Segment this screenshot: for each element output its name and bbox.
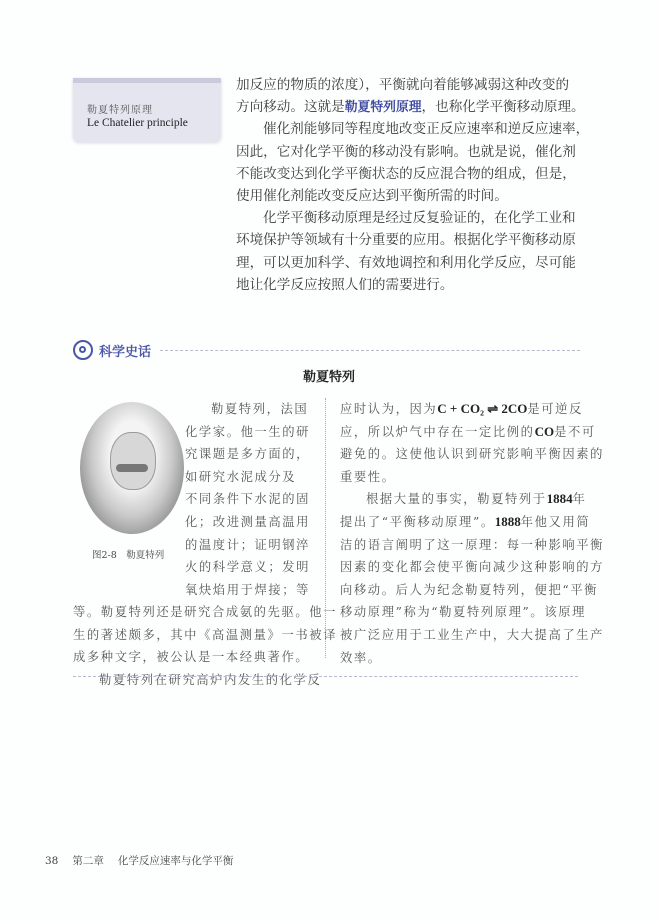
- section-header: [73, 340, 151, 360]
- text-line: 等。勒夏特列还是研究合成氨的先驱。他一: [73, 605, 338, 619]
- text-line: 加反应的物质的浓度），平衡就向着能够减弱这种改变的: [236, 77, 570, 93]
- text-span: 方向移动。这就是: [236, 99, 345, 116]
- text-line: 环境保护等领域有十分重要的应用。根据化学平衡移动原: [236, 232, 576, 249]
- column-divider: [325, 398, 326, 658]
- text-line: [236, 96, 585, 118]
- text-line: 氧炔焰用于焊接；等: [185, 582, 311, 597]
- text-span: 提出了“平衡移动原理”。: [340, 514, 495, 529]
- text-line: 化；改进测量高温用: [185, 514, 311, 529]
- text-span: 年他又用简: [520, 514, 591, 529]
- portrait-mustache: [116, 464, 148, 472]
- text-line: 使用催化剂能改变反应达到平衡所需的时间。: [236, 187, 508, 204]
- text-line: 化学平衡移动原理是经过反复验证的，在化学工业和: [263, 210, 576, 227]
- text-span: 应，所以炉气中存在一定比例的: [340, 424, 535, 439]
- text-line: 避免的。这使他认识到研究影响平衡因素的: [340, 447, 605, 462]
- term-chinese: 勒夏特列原理: [87, 105, 153, 116]
- text-span: 应时认为，因为: [340, 402, 438, 416]
- text-line: 究课题是多方面的，: [185, 447, 311, 462]
- text-line: 移动原理”称为“勒夏特列原理”。该原理: [340, 605, 587, 620]
- page-footer: [45, 853, 247, 868]
- highlight-term: 勒夏特列原理: [344, 100, 422, 116]
- text-span: 是不可: [554, 424, 596, 439]
- formula-co: CO: [534, 423, 555, 439]
- portrait-image: [80, 402, 184, 534]
- right-column: [340, 398, 604, 669]
- page-number: 38: [45, 855, 59, 867]
- text-line: 勒夏特列在研究高炉内发生的化学反: [99, 672, 322, 687]
- text-line: 生的著述颇多，其中《高温测量》一书被译: [73, 627, 338, 642]
- text-span: 是可逆反: [527, 402, 583, 416]
- text-line: 向移动。后人为纪念勒夏特列，便把“平衡: [340, 582, 599, 597]
- text-line: [340, 511, 604, 534]
- term-english: Le Chatelier principle: [87, 117, 188, 129]
- year: 1884: [546, 491, 573, 507]
- text-line: 因素的变化都会使平衡向减少这种影响的方: [340, 560, 605, 575]
- text-line: 洁的语言阐明了这一原理：每一种影响平衡: [340, 537, 605, 552]
- text-line: 因此，它对化学平衡的移动没有影响。也就是说，催化剂: [236, 143, 576, 160]
- section-label: 科学史话: [99, 344, 152, 360]
- text-line: 不能改变达到化学平衡状态的反应混合物的组成，但是，: [236, 165, 576, 182]
- figure-caption: 图2-8 勒夏特列: [92, 550, 165, 561]
- text-line: [340, 398, 604, 421]
- year: 1888: [494, 513, 521, 529]
- text-line: 地让化学反应按照人们的需要进行。: [236, 276, 454, 293]
- chapter-number: 第二章: [72, 855, 104, 867]
- text-line: 的温度计；证明钢淬: [185, 537, 311, 552]
- text-line: 催化剂能够同等程度地改变正反应速率和逆反应速率，: [263, 121, 590, 138]
- text-span: 根据大量的事实，勒夏特列于: [366, 492, 547, 507]
- text-line: 理，可以更加科学、有效地调控和利用化学反应，尽可能: [236, 254, 576, 271]
- chemical-equation: C + CO₂ ⇌ 2CO: [437, 401, 528, 416]
- text-line: 被广泛应用于工业生产中，大大提高了生产: [340, 627, 605, 642]
- text-line: 化学家。他一生的研: [185, 424, 311, 439]
- section-title: 勒夏特列: [302, 370, 355, 385]
- text-line: 火的科学意义；发明: [185, 560, 311, 575]
- text-line: 成多种文字，被公认是一本经典著作。: [73, 650, 310, 665]
- text-span: 年: [572, 492, 587, 507]
- section-bottom-divider: [73, 676, 578, 677]
- main-text: [236, 74, 590, 296]
- term-sidebar-box: [73, 78, 221, 142]
- text-line: 如研究水泥成分及: [185, 469, 297, 484]
- text-line: [340, 488, 604, 511]
- text-line: 不同条件下水泥的固: [185, 492, 311, 507]
- text-line: 效率。: [340, 650, 382, 665]
- magnifier-icon: [73, 340, 93, 360]
- text-line: [340, 421, 604, 444]
- text-span: ，也称化学平衡移动原理。: [421, 99, 585, 116]
- left-column-full: [73, 601, 337, 691]
- section-divider: [160, 350, 580, 351]
- text-line: 勒夏特列，法国: [211, 402, 309, 416]
- left-column-wrap: [185, 398, 310, 601]
- text-line: 重要性。: [340, 469, 396, 484]
- portrait-face: [110, 432, 156, 490]
- chapter-title: 化学反应速率与化学平衡: [117, 855, 234, 867]
